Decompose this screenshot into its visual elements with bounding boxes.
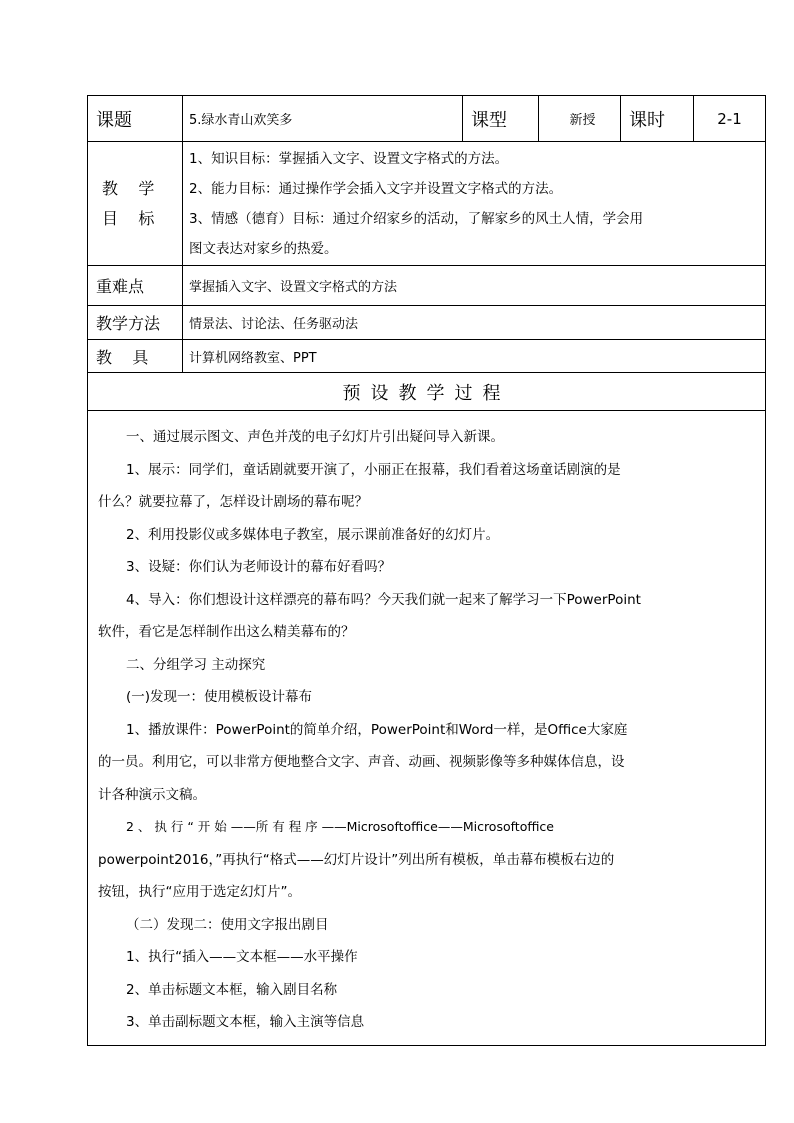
paragraph: 1、执行“插入——文本框——水平操作 [126,949,358,965]
paragraph: 一、通过展示图文、声色并茂的电子幻灯片引出疑问导入新课。 [126,429,504,445]
tools-value: 计算机网络教室、PPT [183,340,766,373]
goals-row [88,142,766,266]
header-row [88,96,766,142]
paragraph: 的一员。利用它，可以非常方便地整合文字、声音、动画、视频影像等多种媒体信息，设 [98,754,625,770]
lesson-plan-table [87,95,766,1046]
key-points-row [88,266,766,306]
paragraph: (一)发现一：使用模板设计幕布 [126,689,313,705]
paragraph: 3、设疑：你们认为老师设计的幕布好看吗？ [126,559,392,575]
paragraph: 1、展示：同学们，童话剧就要开演了，小丽正在报幕，我们看着这场童话剧演的是 [126,461,621,478]
paragraph: 4、导入：你们想设计这样漂亮的幕布吗？今天我们就一起来了解学习一下PowerPoint [126,591,641,608]
process-title: 预设教学过程 [88,373,766,411]
paragraph: powerpoint2016，”再执行“格式——幻灯片设计”列出所有模板，单击幕布模板右边的 [98,851,615,868]
tools-row [88,340,766,373]
goals-label-top: 教 学 [102,178,155,198]
paragraph: 2、利用投影仪或多媒体电子教室，展示课前准备好的幻灯片。 [126,526,500,543]
tools-label: 教 具 [88,340,183,373]
paragraph: 什么？就要拉幕了，怎样设计剧场的幕布呢？ [98,494,368,510]
goal-item: 2、能力目标：通过操作学会插入文字并设置文字格式的方法。 [189,180,563,197]
type-value: 新授 [539,96,621,142]
methods-label: 教学方法 [88,306,183,340]
paragraph: （二）发现二：使用文字报出剧目 [126,916,329,933]
paragraph: 2、单击标题文本框，输入剧目名称 [126,981,338,998]
goals-label-bottom: 目 标 [102,208,155,228]
period-label: 课时 [621,96,694,142]
paragraph: 2 、 执 行 “ 开 始 ——所 有 程 序 ——Microsoftoffice——Microsoftoffice [126,819,554,834]
goal-item: 图文表达对家乡的热爱。 [189,240,338,257]
goals-label [88,142,183,266]
period-value: 2-1 [694,96,766,142]
paragraph: 二、分组学习 主动探究 [126,656,266,673]
paragraph: 软件，看它是怎样制作出这么精美幕布的？ [98,624,355,640]
paragraph: 1、播放课件：PowerPoint的简单介绍，PowerPoint和Word一样，是Office大家庭 [126,721,628,738]
process-body [88,411,766,1046]
paragraph: 计各种演示文稿。 [98,786,206,803]
methods-row [88,306,766,340]
methods-value: 情景法、讨论法、任务驱动法 [183,306,766,340]
key-points-value: 掌握插入文字、设置文字格式的方法 [183,266,766,306]
topic-label: 课题 [88,96,183,142]
paragraph: 3、单击副标题文本框，输入主演等信息 [126,1014,365,1030]
process-body-row [88,411,766,1046]
paragraph: 按钮，执行“应用于选定幻灯片”。 [98,884,301,900]
type-label: 课型 [463,96,539,142]
key-points-label: 重难点 [88,266,183,306]
topic-value: 5.绿水青山欢笑多 [183,96,463,142]
goals-content [183,142,766,266]
process-title-row [88,373,766,411]
goal-item: 1、知识目标：掌握插入文字、设置文字格式的方法。 [189,150,509,167]
goal-item: 3、情感（德育）目标：通过介绍家乡的活动，了解家乡的风土人情，学会用 [189,210,644,227]
